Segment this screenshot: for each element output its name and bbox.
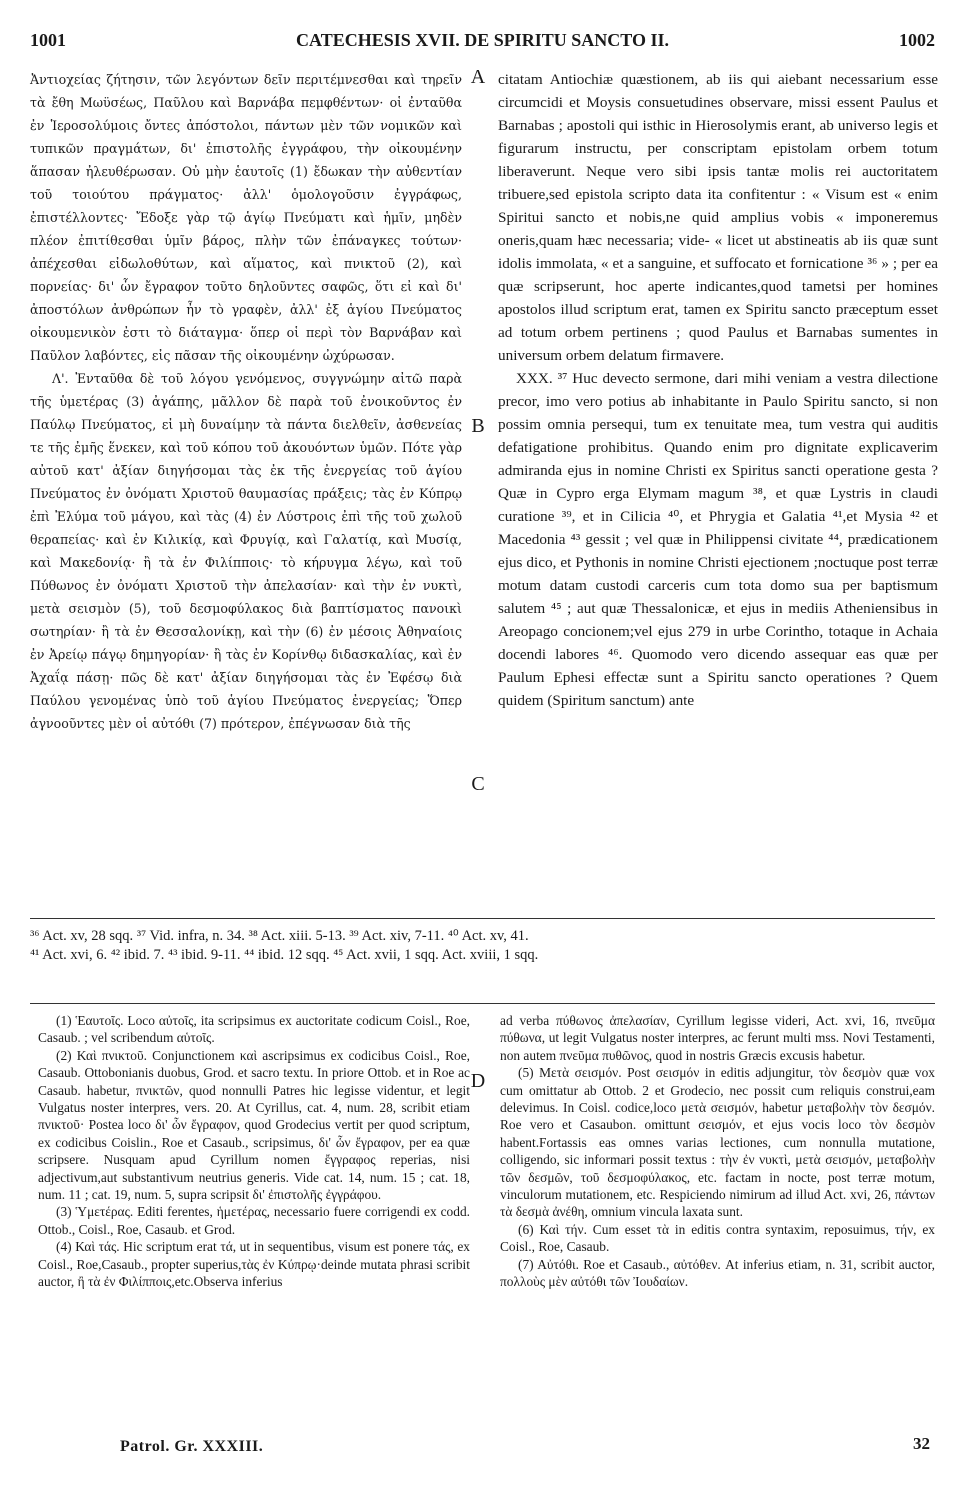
separator-rule xyxy=(30,918,935,919)
margin-letter-d: D xyxy=(470,1070,486,1092)
greek-paragraph: Λ'. Ἐνταῦθα δὲ τοῦ λόγου γενόμενος, συγγνώμην αἰτῶ παρὰ τῆς ὑμετέρας (3) ἀγάπης, μᾶλλον δὲ παρὰ τοῦ ἐνοικοῦντος ἐν Παύλῳ Πνεύματος, εἰ μὴ δυναίμην τὰ πάντα διελθεῖν, ἀσθενείας τε τῆς ἐμῆς ἕνεκεν, καὶ τοῦ κόπου τοῦ ἀκουόντων ὑμῶν. Πότε γὰρ αὐτοῦ κατ' ἀξίαν διηγήσομαι τὰς ἐκ τῆς ἐνεργείας τοῦ ἁγίου Πνεύματος ἐν ὀνόματι Χριστοῦ θαυμασίας πράξεις; τὰς ἐν Κύπρῳ ἐπὶ Ἐλύμα τοῦ μάγου, καὶ τὰς (4) ἐν Λύστροις ἐπὶ τῆς τοῦ χωλοῦ θεραπείας· καὶ ἐν Κιλικίᾳ, καὶ Φρυγίᾳ, καὶ Γαλατίᾳ, καὶ Μυσίᾳ, καὶ Μακεδονίᾳ· ἢ τὰ ἐν Φιλίπποις· τὸ κήρυγμα λέγω, καὶ τοῦ Πύθωνος ἐν ὀνόματι Χριστοῦ τὴν ἀπελασίαν· καὶ τὴν ἐν νυκτὶ, μετὰ σεισμὸν (5), τοῦ δεσμοφύλακος διὰ βαπτίσματος πανοικὶ σωτηρίαν· ἢ τὰ ἐν Θεσσαλονίκῃ, καὶ τὴν (6) ἐν μέσοις Ἀθηναίοις ἐν Ἀρείῳ πάγῳ δημηγορίαν· ἢ τὰς ἐν Κορίνθῳ διδασκαλίας, καὶ ἐν Ἀχαΐᾳ πάσῃ· πῶς δὲ κατ' ἀξίαν διηγήσομαι τὰς ἐν Ἐφέσῳ διὰ Παύλου γενομένας ὑπὸ τοῦ ἁγίου Πνεύματος ἐνεργείας; Ὅπερ ἀγνοοῦντες μὲν οἱ αὐτόθι (7) πρότερον, ἐπέγνωσαν διὰ τῆς xyxy=(30,371,462,731)
reference-line: ⁴¹ Act. xvi, 6. ⁴² ibid. 7. ⁴³ ibid. 9-11. ⁴⁴ ibid. 12 sqq. ⁴⁵ Act. xvii, 1 sqq. Act. xviii, 1 sqq. xyxy=(30,947,539,963)
left-page-number: 1001 xyxy=(30,30,66,50)
latin-paragraph: citatam Antiochiæ quæstionem, ab iis qui aiebant necessarium esse circumcidi et Moysis consuetudines observare, missi essent Paulus et Barnabas ; apostoli qui isthic in Hierosolymis erant, ab universo legis et figurarum instructu, per conscriptam epistolam orbem totum liberaverunt. Neque vero sibi ipsis tantæ molis rei auctoritatem tribuere,sed epistola scripto data ita confitentur : « Visum est « enim Spiritui sancto et nobis,ne quid amplius vobis « imponeremus oneris,quam hæc necessaria; vide- « licet ut abstineatis ab iis quæ sunt idolis immolata, « et a sanguine, et suffocato et fornicatione ³⁶ » ; per ea quæ scripserunt, hoc aperte indicantes,quod tametsi per homines apostolos illud scriptum erat, tamen ex Spiritu sancto præceptum esset ad totum orbem pertinens ; quod Paulus et Barnabas sumentes in universum orbem delatum firmavere. xyxy=(498,71,938,364)
right-page-number: 1002 xyxy=(899,30,935,50)
running-header xyxy=(30,30,935,60)
margin-letter-a: A xyxy=(470,66,486,88)
footnote: (6) Καὶ τήν. Cum esset τὰ in editis contra syntaxim, reposuimus, τήν, ex Coisl., Roe, Casaub. xyxy=(500,1221,935,1255)
margin-letter-c: C xyxy=(471,773,485,795)
footnote: (3) Ὑμετέρας. Editi ferentes, ἡμετέρας, necessario fuere corrigendi ex codd. Ottob., Coisl., Roe, Casaub. et Grod. xyxy=(38,1204,470,1237)
notes-separator-rule xyxy=(30,1003,935,1004)
footnote: (4) Καὶ τάς. Hic scriptum erat τά, ut in sequentibus, visum est ponere τάς, ex Coisl., Roe,Casaub., propter superius,τὰς ἐν Κύπρῳ·deinde mutata phrasi scribit auctor, ἢ τὰ ἐν Φιλίπποις,etc.Observa inferius xyxy=(38,1239,470,1290)
footnote: (5) Μετὰ σεισμόν. Post σεισμόν in editis adjungitur, τὸν δεσμὸν quæ vox cum omittatur ab Ottob. 2 et Grodecio, nec possit cum reliquis construi,eam delevimus. In Coisl. codice,loco μετὰ σεισμόν, habetur μεταβολὴν τὸν δεσμόν. Roe vero et Casaubon. omittunt σεισμόν, et ejus vocis loco τὸν δεσμὸν habent.Fortassis eas omnes varias lectiones, cum nonnulla mutatione, colligendo, sic informari possit textus : τὴν ἐν νυκτὶ, μετὰ σεισμόν, μεταβολὴν τῶν δεσμῶν, τοῦ δεσμοφύλακος, etc. factam in nocte, post terræ motum, vinculorum mutationem, etc. Respiciendo nimirum ad illud Act. xvi, 26, πάντων τὰ δεσμὰ ἀνέθη, omnium vincula laxata sunt. xyxy=(500,1065,935,1220)
latin-column xyxy=(498,68,938,712)
scripture-references xyxy=(30,927,935,965)
latin-paragraph: XXX. ³⁷ Huc devecto sermone, dari mihi veniam a vestra dilectione precor, imo vero potius ab inhabitante in Paulo Spiritu sancto, si non possim omnia persequi, tum ex tenuitate mea, tum vestra qui auditis defatigatione prohibitus. Quando enim pro dignitate explicaverim admiranda ejus in nomine Christi ex Spiritus sancti operatione gesta ? Quæ in Cypro erga Elymam magum ³⁸, et quæ Lystris in claudi curatione ³⁹, et in Cilicia ⁴⁰, et Phrygia et Galatia ⁴¹,et Mysia ⁴² et Macedonia ⁴³ gessit ; vel quæ in Philippensi civitate ⁴⁴, prædicationem ejus dico, et Pythonis in nomine Christi ejectionem ;noctuque post terræ motum datam custodi carceris cum tota domo sua per baptismum salutem ⁴⁵ ; aut quæ Thessalonicæ, et ejus in mediis Atheniensibus in Areopago concionem;vel ejus 279 in urbe Corintho, totaque in Achaia docendi labores ⁴⁶. Quomodo vero dicendo assequar eas quæ per Paulum Ephesi effectæ sunt a Spiritu sancto operationes ? Quem quidem (Spiritum sanctum) ante xyxy=(498,370,938,709)
running-title: CATECHESIS XVII. DE SPIRITU SANCTO II. xyxy=(296,30,669,50)
notes-left-column xyxy=(38,1012,470,1291)
footnote: (1) Ἑαυτοῖς. Loco αὐτοῖς, ita scripsimus ex auctoritate codicum Coisl., Roe, Casaub. ; vel scribendum αὑτοῖς. xyxy=(38,1013,470,1046)
series-footer: Patrol. Gr. XXXIII. xyxy=(120,1438,264,1455)
notes-right-column xyxy=(500,1012,935,1291)
footnote: (2) Καὶ πνικτοῦ. Conjunctionem καὶ ascripsimus ex codicibus Coisl., Roe, Casaub. Ottobonianis duobus, Grod. et sacro textu. In priore Ottob. et in Roe ac Casaub. habetur, πνικτῶν, quod nonnulli Patres hic legisse videntur, et legit Vulgatus noster interpres, vers. 20. At Cyrillus, cat. 4, num. 28, scribit etiam πνικτοῦ· Postea loco δι' ὧν ἔγραφον, quod Grodecius vertit per quod scriptum, ex codicibus Coislin., Roe et Casaub., scripsimus, δι' ὧν ἔγραφον, per ea quæ scripsere. Nusquam apud Cyrillum nomen ἔγγραφος reperias, nisi adjectivum,aut substantivum neutrius generis. Vide cat. 14, num. 15 ; cat. 18, num. 11 ; cat. 19, num. 5, supra scripsit δι' ἐπιστολῆς ἐγγράφου. xyxy=(38,1047,470,1203)
greek-paragraph: Ἀντιοχείας ζήτησιν, τῶν λεγόντων δεῖν περιτέμνεσθαι καὶ τηρεῖν τὰ ἔθη Μωϋσέως, Παῦλου καὶ Βαρνάβα πεμφθέντων· οἱ ἐνταῦθα ἐν Ἱεροσολύμοις ὄντες ἀπόστολοι, πάντων μὲν τῶν νομικῶν καὶ τυπικῶν πραγμάτων, δι' ἐπιστολῆς ἐγγράφου, τὴν οἰκουμένην ἅπασαν ἠλευθέρωσαν. Οὐ μὴν ἑαυτοῖς (1) ἔδωκαν τὴν αὐθεντίαν τοῦ τοιούτου πράγματος· ἀλλ' ὁμολογοῦσιν ἐγγράφως, ἐπιστέλλοντες· Ἔδοξε γὰρ τῷ ἁγίῳ Πνεύματι καὶ ἡμῖν, μηδὲν πλέον ἐπιτίθεσθαι ὑμῖν βάρος, πλὴν τῶν ἐπάναγκες τούτων· ἀπέχεσθαι εἰδωλοθύτων, καὶ αἵματος, καὶ πνικτοῦ (2), καὶ πορνείας· δι' ὧν ἔγραφον τοῦτο δηλοῦντες σαφῶς, ὅτι εἰ καὶ δι' ἀποστόλων ἀνθρώπων ἦν τὸ γραφὲν, ἀλλ' ἐξ ἁγίου Πνεύματος οἰκουμενικὸν ἐστι τὸ διάταγμα· ὅπερ οἱ περὶ τὸν Βαρνάβαν καὶ Παῦλον λαβόντες, εἰς πᾶσαν τῆς οἰκουμένην ὠχύρωσαν. xyxy=(30,72,462,363)
footnote: (7) Αὐτόθι. Roe et Casaub., αὐτόθεν. At inferius etiam, n. 31, scribit auctor, πολλοὺς μὲν αὐτόθι τῶν Ἰουδαίων. xyxy=(500,1256,935,1290)
signature-number: 32 xyxy=(913,1434,930,1453)
margin-letter-b: B xyxy=(471,415,485,437)
greek-column xyxy=(30,68,462,735)
footnote: ad verba πύθωνος ἀπελασίαν, Cyrillum legisse videri, Act. xvi, 16, πνεῦμα πύθωνα, ut legit Vulgatus noster interpres, ac ferunt multi mss. Novi Testamenti, non autem πνεῦμα πυθῶνος, quod in nostris Græcis excusis habetur. xyxy=(500,1013,935,1063)
reference-line: ³⁶ Act. xv, 28 sqq. ³⁷ Vid. infra, n. 34. ³⁸ Act. xiii. 5-13. ³⁹ Act. xiv, 7-11. ⁴⁰ Act. xv, 41. xyxy=(30,928,529,944)
